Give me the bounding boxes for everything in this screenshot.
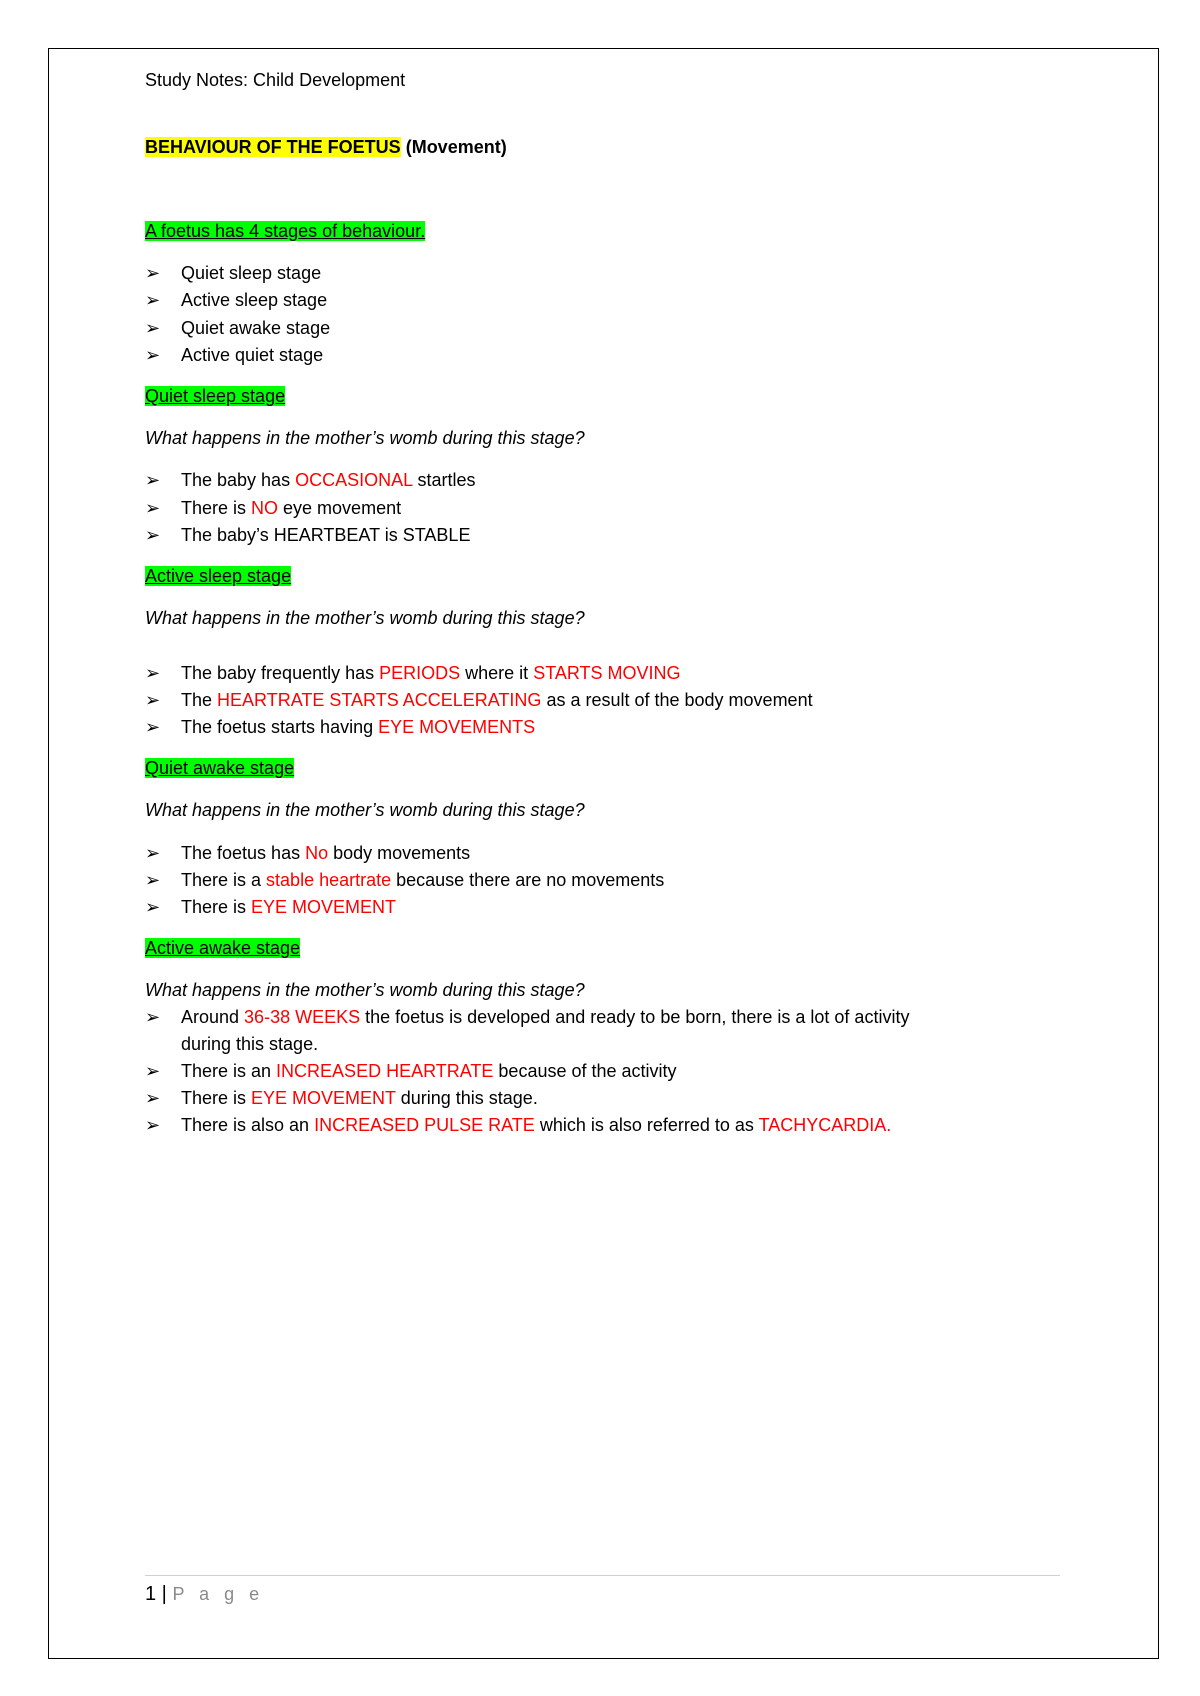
title-main: BEHAVIOUR OF THE FOETUS [145, 137, 401, 157]
text-run: There is also an [181, 1115, 315, 1135]
page-footer [145, 1583, 264, 1606]
list-item-text [181, 662, 681, 684]
bullet-arrow-icon: ➢ [145, 1007, 161, 1027]
emphasis-text: No [305, 843, 329, 863]
text-run: which is also referred to as [534, 1115, 759, 1135]
list-item-text [181, 689, 813, 711]
bullet-arrow-icon: ➢ [145, 897, 161, 917]
list-item-text [181, 1087, 538, 1109]
list-item-text [181, 262, 321, 284]
text-run: during this stage. [395, 1088, 538, 1108]
list-item-text [181, 1033, 318, 1055]
list-item-text [181, 469, 475, 491]
section-heading [145, 757, 294, 779]
emphasis-text: TACHYCARDIA. [758, 1115, 892, 1135]
text-run: Quiet sleep stage [181, 263, 322, 283]
section-question: What happens in the mother’s womb during this stage? [145, 608, 585, 628]
list-item-text [181, 524, 470, 546]
emphasis-text: INCREASED HEARTRATE [276, 1061, 494, 1081]
bullet-arrow-icon: ➢ [145, 290, 161, 310]
list-item-text [181, 317, 330, 339]
list-item-text [181, 896, 396, 918]
text-run: body movements [328, 843, 471, 863]
bullet-arrow-icon: ➢ [145, 1088, 161, 1108]
list-item-text [181, 1060, 677, 1082]
list-item-text [181, 842, 470, 864]
emphasis-text: HEARTRATE STARTS ACCELERATING [217, 690, 542, 710]
emphasis-text: STARTS MOVING [533, 663, 681, 683]
list-item-text [181, 716, 535, 738]
emphasis-text: stable heartrate [266, 870, 392, 890]
bullet-arrow-icon: ➢ [145, 870, 161, 890]
text-run: The foetus has [181, 843, 306, 863]
page-label: P a g e [172, 1584, 265, 1604]
text-run: eye movement [278, 498, 402, 518]
bullet-arrow-icon: ➢ [145, 690, 161, 710]
section-question: What happens in the mother’s womb during this stage? [145, 980, 585, 1000]
list-item-text [181, 869, 664, 891]
bullet-arrow-icon: ➢ [145, 525, 161, 545]
section-question: What happens in the mother’s womb during this stage? [145, 428, 585, 448]
section-heading-text: Active awake stage [145, 938, 301, 958]
text-run: because there are no movements [391, 870, 665, 890]
footer-separator: | [156, 1583, 173, 1605]
text-run: There is an [181, 1061, 277, 1081]
bullet-arrow-icon: ➢ [145, 717, 161, 737]
text-run: The [181, 690, 218, 710]
list-item-text [181, 497, 401, 519]
bullet-arrow-icon: ➢ [145, 470, 161, 490]
emphasis-text: EYE MOVEMENT [251, 897, 397, 917]
section-heading [145, 385, 285, 407]
text-run: where it [460, 663, 534, 683]
section-heading [145, 565, 291, 587]
emphasis-text: PERIODS [379, 663, 461, 683]
text-run: There is [181, 1088, 252, 1108]
bullet-arrow-icon: ➢ [145, 843, 161, 863]
section-heading-text: Quiet sleep stage [145, 386, 286, 406]
emphasis-text: NO [251, 498, 279, 518]
list-item-text [181, 1114, 891, 1136]
text-run: The baby has [181, 470, 296, 490]
emphasis-text: INCREASED PULSE RATE [314, 1115, 535, 1135]
bullet-arrow-icon: ➢ [145, 345, 161, 365]
text-run: because of the activity [493, 1061, 677, 1081]
text-run: There is [181, 498, 252, 518]
page-title [145, 136, 507, 158]
text-run: Active sleep stage [181, 290, 328, 310]
text-run: Around [181, 1007, 245, 1027]
text-run: There is a [181, 870, 267, 890]
document-header: Study Notes: Child Development [145, 70, 406, 90]
text-run: There is [181, 897, 252, 917]
emphasis-text: OCCASIONAL [295, 470, 413, 490]
bullet-arrow-icon: ➢ [145, 318, 161, 338]
text-run: during this stage. [181, 1034, 319, 1054]
list-item-text [181, 1006, 909, 1028]
section-heading-text: Quiet awake stage [145, 758, 295, 778]
text-run: The baby frequently has [181, 663, 380, 683]
list-item-text [181, 344, 323, 366]
section-heading [145, 937, 300, 959]
bullet-arrow-icon: ➢ [145, 663, 161, 683]
page-number: 1 [145, 1583, 157, 1605]
text-run: as a result of the body movement [541, 690, 813, 710]
text-run: The baby’s HEARTBEAT is STABLE [181, 525, 471, 545]
title-sub: (Movement) [405, 137, 507, 157]
text-run: Quiet awake stage [181, 318, 331, 338]
emphasis-text: EYE MOVEMENT [251, 1088, 396, 1108]
text-run: the foetus is developed and ready to be born, there is a lot of activity [360, 1007, 910, 1027]
bullet-arrow-icon: ➢ [145, 1115, 161, 1135]
text-run: startles [412, 470, 476, 490]
emphasis-text: 36-38 WEEKS [244, 1007, 361, 1027]
bullet-arrow-icon: ➢ [145, 1061, 161, 1081]
text-run: The foetus starts having [181, 717, 379, 737]
bullet-arrow-icon: ➢ [145, 498, 161, 518]
emphasis-text: EYE MOVEMENTS [378, 717, 536, 737]
list-item-text [181, 289, 327, 311]
text-run: Active quiet stage [181, 345, 324, 365]
section-question: What happens in the mother’s womb during this stage? [145, 800, 585, 820]
section-heading-text: Active sleep stage [145, 566, 292, 586]
bullet-arrow-icon: ➢ [145, 263, 161, 283]
intro-heading: A foetus has 4 stages of behaviour. [145, 221, 426, 241]
footer-divider [145, 1575, 1060, 1576]
